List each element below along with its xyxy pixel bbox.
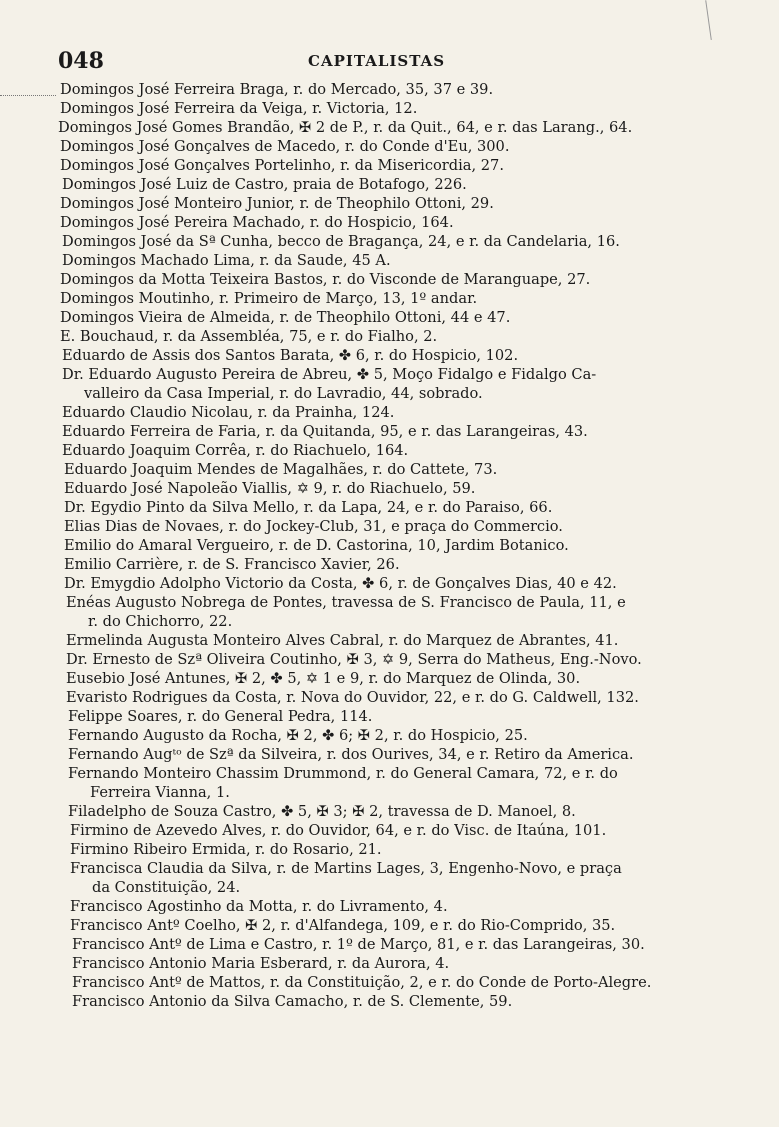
directory-entry bbox=[0, 498, 779, 517]
directory-entry bbox=[0, 460, 779, 479]
entry-line: Domingos Vieira de Almeida, r. de Theophilo Ottoni, 44 e 47. bbox=[60, 309, 511, 326]
directory-entry bbox=[0, 536, 779, 555]
directory-entry bbox=[0, 859, 779, 897]
entry-continuation-line: r. do Chichorro, 22. bbox=[88, 613, 233, 630]
directory-entry bbox=[0, 175, 779, 194]
directory-entry bbox=[0, 479, 779, 498]
entry-line: Emilio Carrière, r. de S. Francisco Xavier, 26. bbox=[64, 556, 400, 573]
entry-line: Domingos José Gomes Brandão, ✠ 2 de P., r. da Quit., 64, e r. das Larang., 64. bbox=[58, 119, 633, 136]
entry-line: Francisco Antº de Lima e Castro, r. 1º de Março, 81, e r. das Larangeiras, 30. bbox=[72, 936, 645, 953]
directory-entry bbox=[0, 441, 779, 460]
directory-entry bbox=[0, 232, 779, 251]
entry-line: Domingos Moutinho, r. Primeiro de Março, 13, 1º andar. bbox=[60, 290, 478, 307]
entry-line: Eduardo Ferreira de Faria, r. da Quitanda, 95, e r. das Larangeiras, 43. bbox=[62, 423, 588, 440]
entry-line: Domingos José Ferreira Braga, r. do Mercado, 35, 37 e 39. bbox=[60, 81, 494, 98]
directory-entry bbox=[0, 194, 779, 213]
entry-line: Domingos Machado Lima, r. da Saude, 45 A. bbox=[62, 252, 391, 269]
page-number: 048 bbox=[58, 48, 104, 74]
entry-line: Eduardo Joaquim Mendes de Magalhães, r. do Cattete, 73. bbox=[64, 461, 498, 478]
entry-line: Eduardo Claudio Nicolau, r. da Prainha, 124. bbox=[62, 404, 395, 421]
directory-entry bbox=[0, 631, 779, 650]
directory-entry bbox=[0, 346, 779, 365]
entry-line: Eduardo Joaquim Corrêa, r. do Riachuelo, 164. bbox=[62, 442, 409, 459]
entry-line: Francisco Antonio Maria Esberard, r. da Aurora, 4. bbox=[72, 955, 450, 972]
entry-line: Domingos José da Sª Cunha, becco de Bragança, 24, e r. da Candelaria, 16. bbox=[62, 233, 620, 250]
directory-entry bbox=[0, 251, 779, 270]
entry-line: E. Bouchaud, r. da Assembléa, 75, e r. do Fialho, 2. bbox=[60, 328, 438, 345]
directory-entry bbox=[0, 137, 779, 156]
entry-line: Domingos José Monteiro Junior, r. de Theophilo Ottoni, 29. bbox=[60, 195, 494, 212]
entry-line: Filadelpho de Souza Castro, ✤ 5, ✠ 3; ✠ 2, travessa de D. Manoel, 8. bbox=[68, 803, 576, 820]
page-header bbox=[58, 48, 708, 78]
directory-entry bbox=[0, 821, 779, 840]
entry-line: Domingos da Motta Teixeira Bastos, r. do Visconde de Maranguape, 27. bbox=[60, 271, 591, 288]
entry-line: Emilio do Amaral Vergueiro, r. de D. Castorina, 10, Jardim Botanico. bbox=[64, 537, 569, 554]
directory-entry bbox=[0, 327, 779, 346]
entry-line: Domingos José Pereira Machado, r. do Hospicio, 164. bbox=[60, 214, 454, 231]
running-title: CAPITALISTAS bbox=[308, 52, 446, 70]
directory-entry bbox=[0, 745, 779, 764]
entry-line: Eduardo José Napoleão Viallis, ✡ 9, r. do Riachuelo, 59. bbox=[64, 480, 476, 497]
entry-line: Francisco Antº Coelho, ✠ 2, r. d'Alfandega, 109, e r. do Rio-Comprido, 35. bbox=[70, 917, 616, 934]
entry-continuation-line: da Constituição, 24. bbox=[92, 879, 241, 896]
entry-line: Ermelinda Augusta Monteiro Alves Cabral, r. do Marquez de Abrantes, 41. bbox=[66, 632, 619, 649]
entry-line: Francisco Agostinho da Motta, r. do Livramento, 4. bbox=[70, 898, 448, 915]
entry-continuation-line: Ferreira Vianna, 1. bbox=[90, 784, 230, 801]
directory-entry bbox=[0, 726, 779, 745]
directory-entry bbox=[0, 840, 779, 859]
directory-entries bbox=[0, 80, 779, 1011]
directory-entry bbox=[0, 308, 779, 327]
entry-line: Dr. Ernesto de Szª Oliveira Coutinho, ✠ 3, ✡ 9, Serra do Matheus, Eng.-Novo. bbox=[66, 651, 642, 668]
entry-line: Elias Dias de Novaes, r. do Jockey-Club, 31, e praça do Commercio. bbox=[64, 518, 563, 535]
directory-entry bbox=[0, 992, 779, 1011]
entry-line: Fernando Augusto da Rocha, ✠ 2, ✤ 6; ✠ 2, r. do Hospicio, 25. bbox=[68, 727, 528, 744]
entry-line: Domingos José Luiz de Castro, praia de Botafogo, 226. bbox=[62, 176, 467, 193]
directory-entry bbox=[0, 669, 779, 688]
directory-entry bbox=[0, 688, 779, 707]
directory-entry bbox=[0, 517, 779, 536]
directory-entry bbox=[0, 707, 779, 726]
entry-continuation-line: valleiro da Casa Imperial, r. do Lavradio, 44, sobrado. bbox=[84, 385, 483, 402]
directory-entry bbox=[0, 764, 779, 802]
entry-line: Evaristo Rodrigues da Costa, r. Nova do Ouvidor, 22, e r. do G. Caldwell, 132. bbox=[66, 689, 639, 706]
entry-line: Francisco Antº de Mattos, r. da Constituição, 2, e r. do Conde de Porto-Alegre. bbox=[72, 974, 652, 991]
directory-entry bbox=[0, 593, 779, 631]
directory-entry bbox=[0, 289, 779, 308]
directory-entry bbox=[0, 422, 779, 441]
directory-entry bbox=[0, 650, 779, 669]
directory-entry bbox=[0, 555, 779, 574]
entry-line: Felippe Soares, r. do General Pedra, 114. bbox=[68, 708, 373, 725]
entry-line: Francisca Claudia da Silva, r. de Martins Lages, 3, Engenho-Novo, e praça bbox=[70, 860, 622, 877]
entry-line: Firmino de Azevedo Alves, r. do Ouvidor, 64, e r. do Visc. de Itaúna, 101. bbox=[70, 822, 607, 839]
entry-line: Fernando Monteiro Chassim Drummond, r. do General Camara, 72, e r. do bbox=[68, 765, 618, 782]
directory-entry bbox=[0, 118, 779, 137]
entry-line: Dr. Eduardo Augusto Pereira de Abreu, ✤ 5, Moço Fidalgo e Fidalgo Ca- bbox=[62, 366, 597, 383]
directory-entry bbox=[0, 802, 779, 821]
directory-entry bbox=[0, 403, 779, 422]
entry-line: Domingos José Gonçalves Portelinho, r. da Misericordia, 27. bbox=[60, 157, 504, 174]
entry-line: Enéas Augusto Nobrega de Pontes, travessa de S. Francisco de Paula, 11, e bbox=[66, 594, 626, 611]
margin-scratch bbox=[705, 0, 714, 40]
entry-line: Fernando Augᵗᵒ de Szª da Silveira, r. dos Ourives, 34, e r. Retiro da America. bbox=[68, 746, 634, 763]
entry-line: Domingos José Gonçalves de Macedo, r. do Conde d'Eu, 300. bbox=[60, 138, 510, 155]
entry-line: Dr. Egydio Pinto da Silva Mello, r. da Lapa, 24, e r. do Paraiso, 66. bbox=[64, 499, 553, 516]
entry-line: Firmino Ribeiro Ermida, r. do Rosario, 21. bbox=[70, 841, 382, 858]
directory-entry bbox=[0, 270, 779, 289]
directory-entry bbox=[0, 897, 779, 916]
directory-entry bbox=[0, 916, 779, 935]
directory-entry bbox=[0, 973, 779, 992]
entry-line: Dr. Emygdio Adolpho Victorio da Costa, ✤ 6, r. de Gonçalves Dias, 40 e 42. bbox=[64, 575, 617, 592]
entry-line: Eusebio José Antunes, ✠ 2, ✤ 5, ✡ 1 e 9, r. do Marquez de Olinda, 30. bbox=[66, 670, 581, 687]
directory-entry bbox=[0, 365, 779, 403]
directory-entry bbox=[0, 935, 779, 954]
directory-entry bbox=[0, 574, 779, 593]
entry-line: Eduardo de Assis dos Santos Barata, ✤ 6, r. do Hospicio, 102. bbox=[62, 347, 519, 364]
directory-entry bbox=[0, 213, 779, 232]
directory-entry bbox=[0, 80, 779, 99]
directory-entry bbox=[0, 954, 779, 973]
directory-entry bbox=[0, 99, 779, 118]
entry-line: Francisco Antonio da Silva Camacho, r. de S. Clemente, 59. bbox=[72, 993, 513, 1010]
directory-entry bbox=[0, 156, 779, 175]
entry-line: Domingos José Ferreira da Veiga, r. Victoria, 12. bbox=[60, 100, 418, 117]
